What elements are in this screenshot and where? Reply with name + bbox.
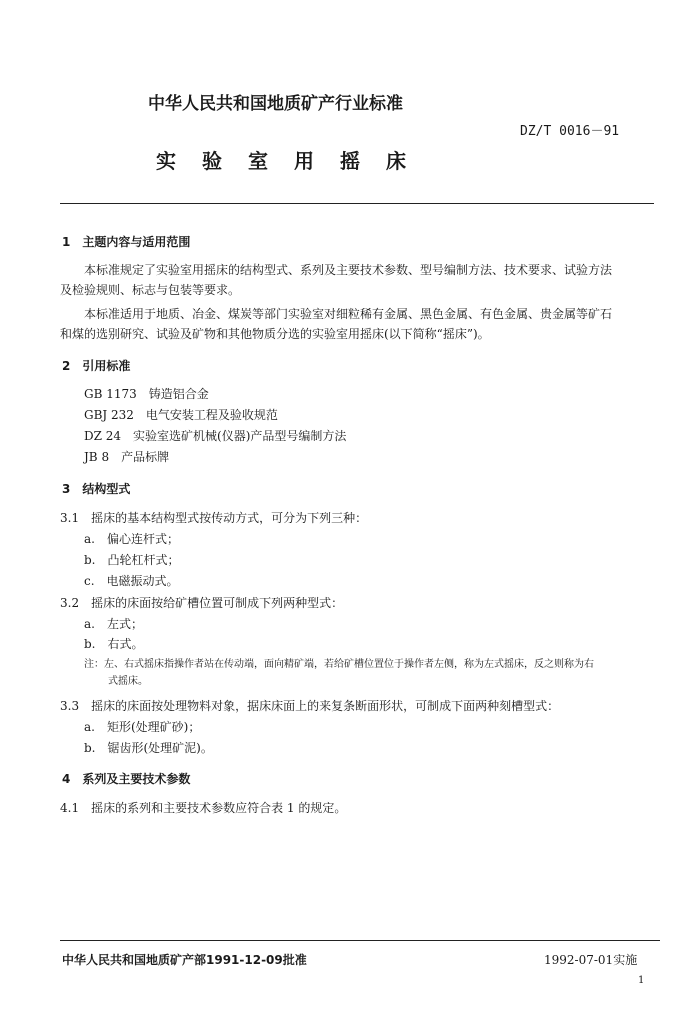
document-title: 实验室用摇床: [156, 149, 432, 173]
reference-item: GBJ 232 电气安装工程及验收规范: [84, 408, 278, 422]
note: 式摇床。: [108, 676, 148, 687]
reference-item: DZ 24 实验室选矿机械(仪器)产品型号编制方法: [84, 429, 347, 443]
reference-item: GB 1173 铸造铝合金: [84, 387, 209, 401]
header-rule: [60, 203, 654, 204]
list-item: a. 矩形(处理矿砂)；: [84, 720, 201, 734]
clause-3-1: 3.1 摇床的基本结构型式按传动方式，可分为下列三种：: [60, 511, 368, 525]
clause-4-1: 4.1 摇床的系列和主要技术参数应符合表 1 的规定。: [60, 801, 347, 815]
paragraph: 本标准适用于地质、冶金、煤炭等部门实验室对细粒稀有金属、黑色金属、有色金属、贵金属等矿石: [84, 307, 613, 321]
paragraph: 本标准规定了实验室用摇床的结构型式、系列及主要技术参数、型号编制方法、技术要求、试验方法: [84, 263, 613, 277]
issuer-line: 中华人民共和国地质矿产部1991-12-09批准: [62, 953, 307, 967]
page-number: 1: [638, 975, 645, 986]
section-2-heading: 2 引用标准: [62, 359, 131, 373]
list-item: b. 凸轮杠杆式；: [84, 553, 180, 567]
standard-code: DZ/T 0016－91: [520, 124, 620, 139]
paragraph: 及检验规则、标志与包装等要求。: [60, 283, 241, 297]
section-3-heading: 3 结构型式: [62, 482, 131, 496]
section-4-heading: 4 系列及主要技术参数: [62, 772, 191, 786]
clause-3-2: 3.2 摇床的床面按给矿槽位置可制成下列两种型式：: [60, 596, 344, 610]
paragraph: 和煤的选别研究、试验及矿物和其他物质分选的实验室用摇床(以下简称“摇床”)。: [60, 327, 490, 341]
effective-date: 1992-07-01实施: [544, 953, 638, 967]
list-item: b. 右式。: [84, 637, 144, 651]
list-item: a. 偏心连杆式；: [84, 532, 179, 546]
list-item: c. 电磁振动式。: [84, 574, 179, 588]
section-1-heading: 1 主题内容与适用范围: [62, 235, 191, 249]
reference-item: JB 8 产品标牌: [84, 450, 170, 464]
clause-3-3: 3.3 摇床的床面按处理物料对象，据床床面上的来复条断面形状，可制成下面两种刻槽型式：: [60, 699, 560, 713]
list-item: b. 锯齿形(处理矿泥)。: [84, 741, 213, 755]
note: 注：左、右式摇床指操作者站在传动端，面向精矿端，若给矿槽位置位于操作者左侧，称为左式摇床，反之则称为右: [84, 659, 594, 670]
list-item: a. 左式；: [84, 617, 143, 631]
footer-rule: [60, 940, 660, 941]
org-title: 中华人民共和国地质矿产行业标准: [148, 94, 403, 114]
